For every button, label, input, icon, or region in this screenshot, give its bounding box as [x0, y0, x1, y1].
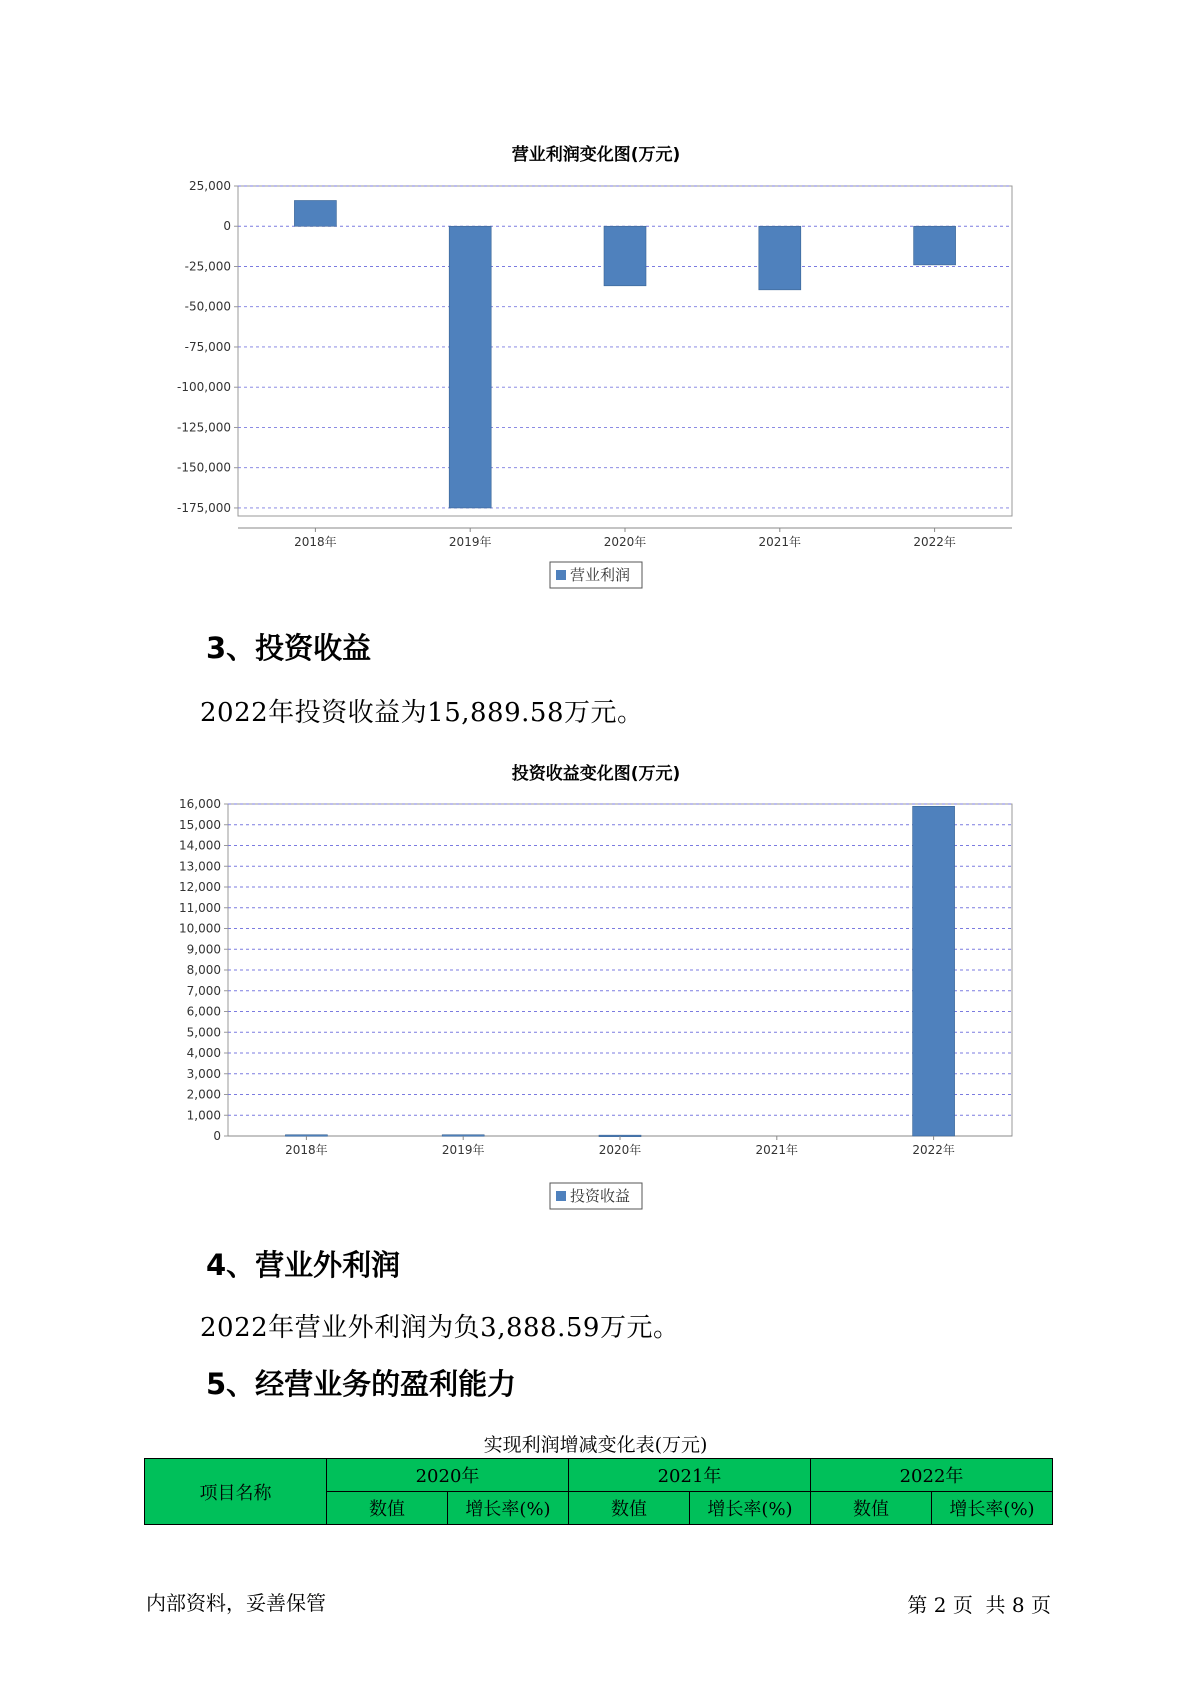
y-tick-label: -100,000	[177, 380, 231, 395]
section-3-text: 2022年投资收益为15,889.58万元。	[200, 698, 644, 728]
section-4-text: 2022年营业外利润为负3,888.59万元。	[200, 1313, 680, 1343]
x-tick-label: 2022年	[912, 1143, 955, 1157]
y-tick-label: 25,000	[189, 179, 231, 193]
y-tick-label: 14,000	[179, 838, 221, 853]
y-tick-label: -25,000	[184, 259, 231, 274]
bar-2022年	[914, 226, 956, 265]
bar-2018年	[294, 200, 336, 226]
value-header-2020: 数值	[327, 1492, 448, 1525]
bar-2019年	[449, 226, 491, 508]
operating-profit-chart	[0, 140, 1191, 600]
profit-change-table	[144, 1458, 1053, 1525]
y-tick-label: 1,000	[186, 1108, 221, 1123]
legend-swatch	[556, 570, 566, 580]
legend-label: 投资收益	[570, 1187, 631, 1205]
x-tick-label: 2020年	[598, 1143, 642, 1157]
item-name-header: 项目名称	[145, 1459, 327, 1525]
y-tick-label: -175,000	[177, 500, 231, 515]
y-tick-label: -75,000	[184, 339, 231, 354]
y-tick-label: 4,000	[186, 1046, 221, 1060]
x-tick-label: 2018年	[285, 1143, 328, 1157]
growth-header-2021: 增长率(%)	[690, 1492, 811, 1525]
investment-income-chart-svg	[0, 755, 1191, 1215]
x-tick-label: 2019年	[448, 535, 492, 549]
bar-2020年	[604, 226, 646, 286]
year-header-2020: 2020年	[327, 1459, 569, 1492]
year-header-2021: 2021年	[569, 1459, 811, 1492]
bar-2022年	[913, 806, 955, 1136]
footer-confidential-note: 内部资料，妥善保管	[146, 1591, 326, 1615]
growth-header-2020: 增长率(%)	[448, 1492, 569, 1525]
y-tick-label: 2,000	[186, 1087, 221, 1102]
y-tick-label: 8,000	[186, 963, 221, 977]
y-tick-label: 9,000	[186, 942, 221, 957]
y-tick-label: 10,000	[179, 921, 221, 936]
table-header-row-1	[145, 1459, 1053, 1492]
y-tick-label: 5,000	[186, 1025, 221, 1040]
legend-swatch	[556, 1191, 566, 1201]
table-caption: 实现利润增减变化表(万元)	[483, 1434, 708, 1456]
footer-page-number: 第 2 页 共 8 页	[907, 1593, 1051, 1617]
x-tick-label: 2021年	[755, 1143, 799, 1157]
section-5-heading: 5、经营业务的盈利能力	[206, 1367, 517, 1401]
y-tick-label: 11,000	[179, 900, 221, 915]
chart-title: 投资收益变化图(万元)	[511, 764, 681, 784]
y-tick-label: -150,000	[177, 460, 231, 475]
y-tick-label: -125,000	[177, 420, 231, 435]
investment-income-chart	[0, 755, 1191, 1215]
section-4-heading: 4、营业外利润	[206, 1248, 401, 1282]
growth-header-2022: 增长率(%)	[932, 1492, 1053, 1525]
y-tick-label: 7,000	[186, 983, 221, 998]
y-tick-label: 16,000	[179, 797, 221, 811]
y-tick-label: 0	[213, 1129, 221, 1143]
y-tick-label: -50,000	[184, 299, 231, 314]
bar-2021年	[759, 226, 801, 290]
y-tick-label: 15,000	[179, 817, 221, 832]
legend-label: 营业利润	[570, 566, 631, 584]
y-tick-label: 3,000	[186, 1066, 221, 1081]
y-tick-label: 12,000	[179, 880, 221, 894]
value-header-2021: 数值	[569, 1492, 690, 1525]
section-3-heading: 3、投资收益	[206, 631, 372, 665]
operating-profit-chart-svg	[0, 140, 1191, 600]
year-header-2022: 2022年	[811, 1459, 1053, 1492]
y-tick-label: 6,000	[186, 1004, 221, 1019]
y-tick-label: 13,000	[179, 859, 221, 874]
y-tick-label: 0	[223, 219, 231, 234]
x-tick-label: 2019年	[441, 1143, 485, 1157]
x-tick-label: 2021年	[758, 535, 802, 549]
chart-title: 营业利润变化图(万元)	[511, 145, 681, 165]
value-header-2022: 数值	[811, 1492, 932, 1525]
x-tick-label: 2022年	[913, 535, 956, 549]
x-tick-label: 2020年	[603, 535, 647, 549]
x-tick-label: 2018年	[294, 535, 337, 549]
